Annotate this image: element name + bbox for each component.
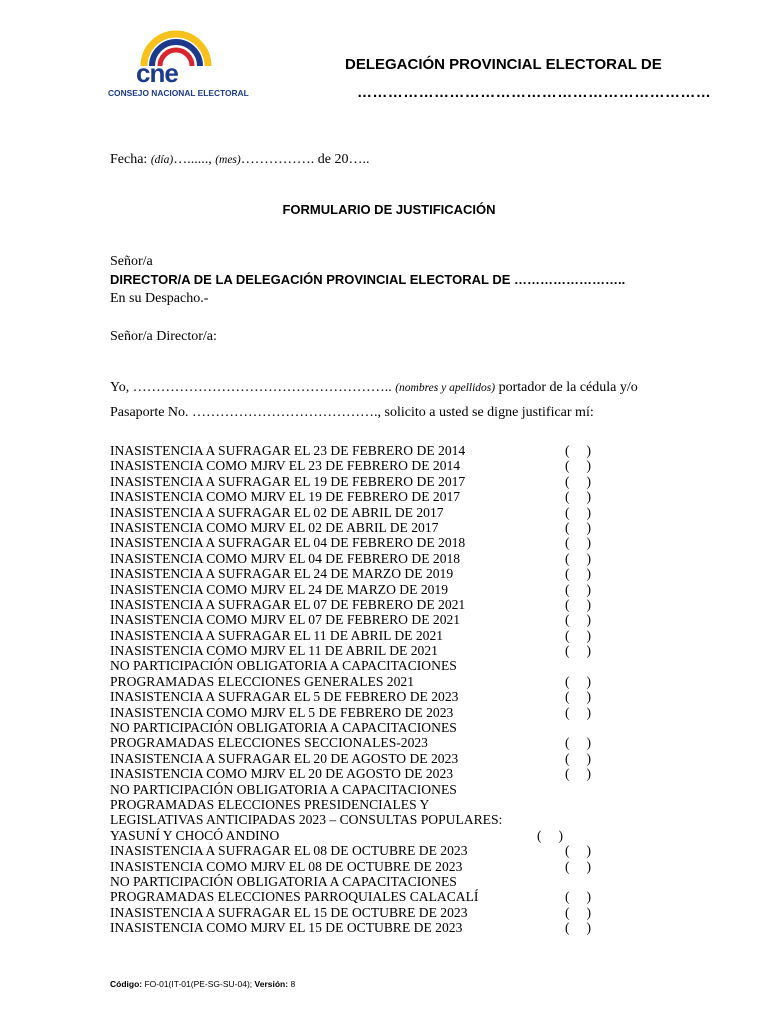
list-item-text: INASISTENCIA A SUFRAGAR EL 24 DE MARZO DE 2019 (110, 566, 454, 582)
checkbox-mark[interactable]: ( ) (565, 904, 592, 920)
list-item-text: YASUNÍ Y CHOCÓ ANDINO (110, 827, 280, 843)
list-item (110, 643, 670, 658)
list-item (110, 782, 670, 797)
list-item (110, 812, 670, 827)
list-item-text: INASISTENCIA A SUFRAGAR EL 23 DE FEBRERO DE 2014 (110, 443, 466, 458)
checkbox-mark[interactable]: ( ) (565, 612, 592, 628)
list-item (110, 905, 670, 920)
list-item (110, 489, 670, 504)
yo-start: Yo, ……………………………………………….. (110, 380, 392, 395)
list-item-text: LEGISLATIVAS ANTICIPADAS 2023 – CONSULTAS POPULARES: (110, 812, 503, 828)
list-item (110, 551, 670, 566)
checkbox-mark[interactable]: ( ) (565, 843, 592, 859)
list-item-text: INASISTENCIA A SUFRAGAR EL 11 DE ABRIL DE 2021 (110, 627, 444, 643)
form-title: FORMULARIO DE JUSTIFICACIÓN (282, 202, 496, 217)
list-item-text: INASISTENCIA COMO MJRV EL 20 DE AGOSTO DE 2023 (110, 766, 454, 782)
list-item (110, 735, 670, 750)
list-item (110, 658, 670, 673)
checkbox-mark[interactable]: ( ) (565, 566, 592, 582)
list-item (110, 582, 670, 597)
version-value: 8 (288, 979, 296, 989)
list-item-text: PROGRAMADAS ELECCIONES SECCIONALES-2023 (110, 735, 428, 751)
checkbox-mark[interactable]: ( ) (565, 643, 592, 659)
list-item-text: INASISTENCIA A SUFRAGAR EL 19 DE FEBRERO DE 2017 (110, 473, 466, 489)
checkbox-mark[interactable]: ( ) (565, 689, 592, 705)
list-item (110, 797, 670, 812)
checkbox-mark[interactable]: ( ) (565, 627, 592, 643)
list-item-text: INASISTENCIA COMO MJRV EL 04 DE FEBRERO DE 2018 (110, 550, 461, 566)
yo-end: portador de la cédula y/o (495, 380, 638, 395)
checkbox-mark[interactable]: ( ) (565, 920, 592, 936)
justification-list (110, 443, 670, 936)
header-title: DELEGACIÓN PROVINCIAL ELECTORAL DE (345, 56, 662, 73)
senor-director-line: Señor/a Director/a: (110, 329, 217, 344)
checkbox-mark[interactable]: ( ) (565, 735, 592, 751)
pasaporte-line: Pasaporte No. …………………………………., solicito a usted se digne justificar mí: (110, 405, 594, 420)
checkbox-mark[interactable]: ( ) (565, 858, 592, 874)
list-item-text: INASISTENCIA COMO MJRV EL 11 DE ABRIL DE 2021 (110, 643, 438, 659)
despacho-line: En su Despacho.- (110, 291, 209, 306)
list-item-text: INASISTENCIA A SUFRAGAR EL 20 DE AGOSTO DE 2023 (110, 750, 459, 766)
list-item (110, 505, 670, 520)
list-item-text: NO PARTICIPACIÓN OBLIGATORIA A CAPACITACIONES (110, 781, 457, 797)
list-item (110, 720, 670, 735)
yo-hint: (nombres y apellidos) (395, 382, 496, 394)
logo-acronym: cne (136, 58, 178, 88)
list-item (110, 566, 670, 581)
dia-hint: (día) (150, 154, 174, 166)
list-item (110, 920, 670, 935)
list-item (110, 474, 670, 489)
list-item (110, 689, 670, 704)
checkbox-mark[interactable]: ( ) (565, 489, 592, 505)
checkbox-mark[interactable]: ( ) (565, 443, 592, 458)
list-item-text: INASISTENCIA COMO MJRV EL 15 DE OCTUBRE DE 2023 (110, 920, 463, 936)
list-item-text: INASISTENCIA A SUFRAGAR EL 5 DE FEBRERO DE 2023 (110, 689, 459, 705)
cne-logo (106, 30, 249, 100)
list-item-text: INASISTENCIA COMO MJRV EL 07 DE FEBRERO DE 2021 (110, 612, 461, 628)
list-item-text: INASISTENCIA COMO MJRV EL 02 DE ABRIL DE 2017 (110, 519, 439, 535)
list-item-text: INASISTENCIA A SUFRAGAR EL 15 DE OCTUBRE DE 2023 (110, 904, 468, 920)
version-label: Versión: (254, 979, 289, 989)
dia-dots: …......, (173, 152, 212, 167)
list-item-text: INASISTENCIA COMO MJRV EL 08 DE OCTUBRE DE 2023 (110, 858, 463, 874)
list-item (110, 874, 670, 889)
yo-line (110, 380, 638, 396)
mes-dots: ……………. de 20….. (240, 152, 370, 167)
list-item-text: NO PARTICIPACIÓN OBLIGATORIA A CAPACITACIONES (110, 658, 457, 674)
list-item (110, 766, 670, 781)
checkbox-mark[interactable]: ( ) (565, 519, 592, 535)
logo-name: CONSEJO NACIONAL ELECTORAL (108, 88, 249, 98)
list-item (110, 458, 670, 473)
list-item-text: INASISTENCIA A SUFRAGAR EL 04 DE FEBRERO DE 2018 (110, 535, 466, 551)
list-item (110, 443, 670, 458)
director-line: DIRECTOR/A DE LA DELEGACIÓN PROVINCIAL ELECTORAL DE …………………….. (110, 272, 626, 287)
list-item-text: INASISTENCIA COMO MJRV EL 19 DE FEBRERO DE 2017 (110, 489, 461, 505)
checkbox-mark[interactable]: ( ) (565, 889, 592, 905)
list-item (110, 828, 670, 843)
list-item (110, 751, 670, 766)
fecha-label: Fecha: (110, 152, 148, 167)
list-item-text: INASISTENCIA A SUFRAGAR EL 07 DE FEBRERO DE 2021 (110, 596, 466, 612)
checkbox-mark[interactable]: ( ) (565, 550, 592, 566)
codigo-value: FO-01(IT-01(PE-SG-SU-04); (142, 979, 255, 989)
checkbox-mark[interactable]: ( ) (537, 827, 564, 843)
list-item-text: PROGRAMADAS ELECCIONES GENERALES 2021 (110, 673, 414, 689)
checkbox-mark[interactable]: ( ) (565, 596, 592, 612)
list-item (110, 535, 670, 550)
checkbox-mark[interactable]: ( ) (565, 673, 592, 689)
fecha-line (110, 152, 369, 168)
checkbox-mark[interactable]: ( ) (565, 704, 592, 720)
list-item (110, 628, 670, 643)
list-item-text: INASISTENCIA COMO MJRV EL 24 DE MARZO DE 2019 (110, 581, 449, 597)
list-item-text: INASISTENCIA A SUFRAGAR EL 02 DE ABRIL DE 2017 (110, 504, 444, 520)
list-item (110, 612, 670, 627)
list-item (110, 674, 670, 689)
checkbox-mark[interactable]: ( ) (565, 766, 592, 782)
list-item-text: PROGRAMADAS ELECCIONES PRESIDENCIALES Y (110, 796, 430, 812)
list-item-text: NO PARTICIPACIÓN OBLIGATORIA A CAPACITACIONES (110, 720, 457, 736)
checkbox-mark[interactable]: ( ) (565, 750, 592, 766)
checkbox-mark[interactable]: ( ) (565, 473, 592, 489)
header-dots: …………………………………………………………… (357, 84, 712, 101)
list-item (110, 889, 670, 904)
checkbox-mark[interactable]: ( ) (565, 504, 592, 520)
list-item (110, 859, 670, 874)
codigo-label: Código: (110, 979, 143, 989)
footer-code (110, 979, 295, 989)
checkbox-mark[interactable]: ( ) (565, 458, 592, 474)
list-item-text: INASISTENCIA COMO MJRV EL 23 DE FEBRERO DE 2014 (110, 458, 461, 474)
senor-label: Señor/a (110, 254, 153, 269)
list-item-text: PROGRAMADAS ELECCIONES PARROQUIALES CALACALÍ (110, 889, 479, 905)
list-item-text: NO PARTICIPACIÓN OBLIGATORIA A CAPACITACIONES (110, 873, 457, 889)
list-item (110, 520, 670, 535)
list-item-text: INASISTENCIA COMO MJRV EL 5 DE FEBRERO DE 2023 (110, 704, 454, 720)
mes-hint: (mes) (215, 154, 241, 166)
checkbox-mark[interactable]: ( ) (565, 581, 592, 597)
list-item-text: INASISTENCIA A SUFRAGAR EL 08 DE OCTUBRE DE 2023 (110, 843, 468, 859)
list-item (110, 843, 670, 858)
list-item (110, 597, 670, 612)
list-item (110, 705, 670, 720)
checkbox-mark[interactable]: ( ) (565, 535, 592, 551)
